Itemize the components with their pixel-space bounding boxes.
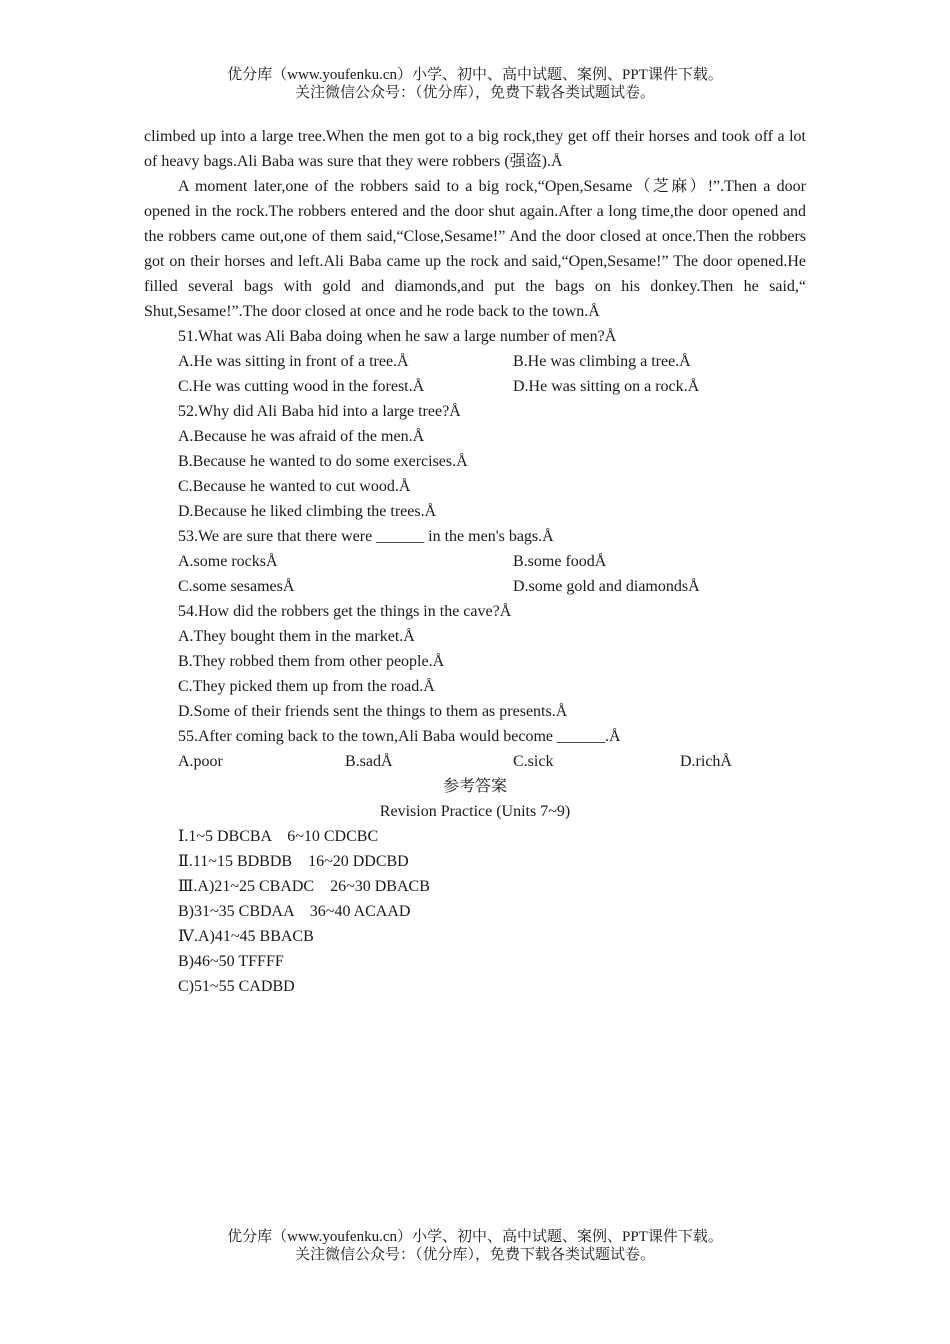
question-55-option-a: A.poor (178, 753, 223, 770)
question-54-option-d: D.Some of their friends sent the things to them as presents.Å (178, 703, 568, 720)
question-53-option-d: D.some gold and diamondsÅ (513, 578, 700, 595)
question-53-option-c: C.some sesamesÅ (178, 578, 295, 595)
question-52-stem: 52.Why did Ali Baba hid into a large tree?Å (178, 403, 461, 420)
question-51-option-a: A.He was sitting in front of a tree.Å (178, 353, 409, 370)
question-53-options-row-1 (144, 549, 806, 574)
question-51-option-d: D.He was sitting on a rock.Å (513, 378, 700, 395)
question-51-option-b: B.He was climbing a tree.Å (513, 353, 691, 370)
question-51-option-c: C.He was cutting wood in the forest.Å (178, 378, 425, 395)
question-54-option-c: C.They picked them up from the road.Å (178, 678, 435, 695)
question-53-options-row-2 (144, 574, 806, 599)
answer-line: Ⅰ.1~5 DBCBA 6~10 CDCBC (178, 828, 379, 845)
question-53-option-b: B.some foodÅ (513, 553, 607, 570)
question-53-stem: 53.We are sure that there were ______ in the men's bags.Å (178, 528, 554, 545)
answer-line: B)46~50 TFFFF (178, 953, 284, 970)
answer-line: C)51~55 CADBD (178, 978, 295, 995)
question-51-stem: 51.What was Ali Baba doing when he saw a large number of men?Å (178, 328, 617, 345)
question-51-options-row-1 (144, 349, 806, 374)
question-55-option-d: D.richÅ (680, 753, 732, 770)
question-55-stem: 55.After coming back to the town,Ali Baba would become ______.Å (178, 728, 621, 745)
footer-line-2: 关注微信公众号：（优分库），免费下载各类试题试卷。 (294, 1247, 655, 1263)
page-header (0, 66, 950, 102)
question-55-option-b: B.sadÅ (345, 753, 393, 770)
passage-paragraph-1: climbed up into a large tree.When the men got to a big rock,they get off their horses and took off a lot of heavy bags.Ali Baba was sure that they were robbers (强盗).Å (144, 128, 806, 170)
answer-line: Ⅳ.A)41~45 BBACB (178, 928, 314, 945)
question-52-option-b: B.Because he wanted to do some exercises.Å (178, 453, 468, 470)
answer-line: Ⅱ.11~15 BDBDB 16~20 DDCBD (178, 853, 409, 870)
answer-key-heading: 参考答案 (442, 778, 507, 795)
answer-line: Ⅲ.A)21~25 CBADC 26~30 DBACB (178, 878, 430, 895)
question-52-option-c: C.Because he wanted to cut wood.Å (178, 478, 411, 495)
question-52-option-a: A.Because he was afraid of the men.Å (178, 428, 425, 445)
document-body (144, 124, 806, 999)
question-52-option-d: D.Because he liked climbing the trees.Å (178, 503, 437, 520)
answer-line: B)31~35 CBDAA 36~40 ACAAD (178, 903, 411, 920)
footer-line-1: 优分库（www.youfenku.cn）小学、初中、高中试题、案例、PPT课件下载。 (227, 1229, 723, 1245)
question-55-option-c: C.sick (513, 753, 554, 770)
passage-paragraph-2: A moment later,one of the robbers said to a big rock,“Open,Sesame（芝麻）!”.Then a door opened in the rock.The robbers entered and the door shut again.After a long time,the door opened and the robbers came out,one of them said,“Close,Sesame!” And the door closed at once.Then the robbers got on their horses and left.Ali Baba came up the rock and said,“Open,Sesame!” The door opened.He filled several bags with gold and diamonds,and put the bags on his donkey.Then he said,“ Shut,Sesame!”.The door closed at once and he rode back to the town.Å (144, 178, 806, 320)
page-footer (0, 1228, 950, 1264)
question-53-option-a: A.some rocksÅ (178, 553, 278, 570)
question-55-options-row (144, 749, 806, 774)
header-line-1: 优分库（www.youfenku.cn）小学、初中、高中试题、案例、PPT课件下载。 (227, 67, 723, 83)
question-54-option-b: B.They robbed them from other people.Å (178, 653, 445, 670)
answer-key-subheading: Revision Practice (Units 7~9) (379, 803, 571, 820)
header-line-2: 关注微信公众号：（优分库），免费下载各类试题试卷。 (294, 85, 655, 101)
question-54-option-a: A.They bought them in the market.Å (178, 628, 415, 645)
question-54-stem: 54.How did the robbers get the things in the cave?Å (178, 603, 512, 620)
question-51-options-row-2 (144, 374, 806, 399)
